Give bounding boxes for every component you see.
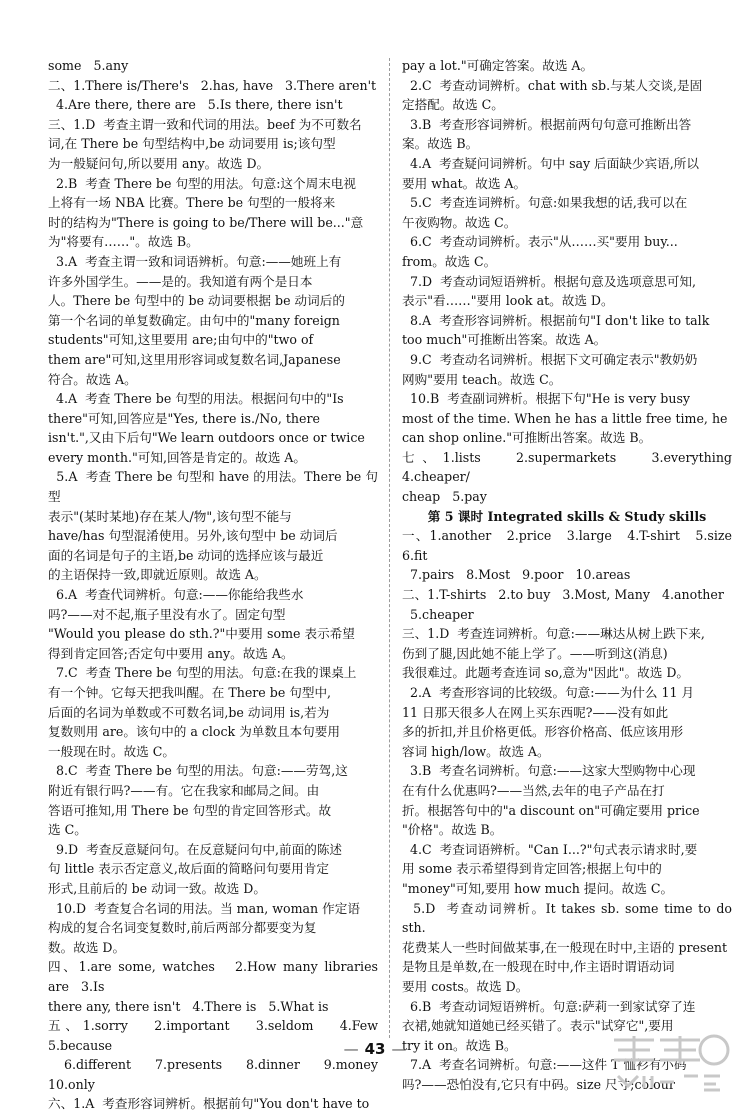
answer-line: 的主语保持一致,即就近原则。故选 A。 bbox=[48, 567, 267, 583]
answer-line: 得到肯定回答;否定句中要用 any。故选 A。 bbox=[48, 645, 294, 661]
answer-line: 三、1.D 考查主谓一致和代词的用法。beef 为不可数名 bbox=[48, 116, 362, 132]
answer-line: them are"可知,这里用形容词或复数名词,Japanese bbox=[48, 351, 341, 367]
answer-line: 5.A 考查 There be 句型和 have 的用法。There be 句型 bbox=[48, 469, 378, 505]
answer-line: 四、1.are some, watches 2.How many libraries are 3.Is bbox=[48, 959, 383, 994]
answer-line: 3.B 考查形容词辨析。根据前两句句意可推断出答 bbox=[402, 116, 692, 132]
answer-line: 人。There be 句型中的 be 动词要根据 be 动词后的 bbox=[48, 293, 345, 309]
answer-line: 衣裙,她就知道她已经买错了。表示"试穿它",要用 bbox=[402, 1018, 674, 1034]
answer-line: 8.A 考查形容词辨析。根据前句"I don't like to talk bbox=[402, 312, 710, 328]
answer-line: 花费某人一些时间做某事,在一般现在时中,主语的 present bbox=[402, 939, 728, 955]
answer-line: 要用 costs。故选 D。 bbox=[402, 978, 529, 994]
answer-line: 有一个钟。它每天把我叫醒。在 There be 句型中, bbox=[48, 685, 332, 700]
answer-line: from。故选 C。 bbox=[402, 253, 497, 269]
answer-line: 10.B 考查副词辨析。根据下句"He is very busy bbox=[402, 391, 691, 407]
answer-line: 三、1.D 考查连词辨析。句意:——琳达从树上跌下来, bbox=[402, 626, 705, 642]
column-divider bbox=[389, 58, 390, 1038]
answer-line: 句 little 表示否定意义,故后面的简略问句要用肯定 bbox=[48, 861, 329, 877]
answer-line: 复数则用 are。该句中的 a clock 为单数且本句要用 bbox=[48, 724, 340, 740]
answer-line: 要用 what。故选 A。 bbox=[402, 175, 527, 191]
answer-line: 2.B 考查 There be 句型的用法。句意:这个周末电视 bbox=[48, 175, 356, 191]
answer-line: 7.pairs 8.Most 9.poor 10.areas bbox=[402, 567, 631, 583]
answer-line: 案。故选 B。 bbox=[402, 136, 479, 152]
answer-line: 构成的复合名词变复数时,前后两部分都要变为复 bbox=[48, 920, 317, 936]
answer-line: too much"可推断出答案。故选 A。 bbox=[402, 332, 607, 348]
answer-line: 5.D 考查动词辨析。It takes sb. some time to do sth. bbox=[402, 900, 737, 936]
answer-line: 折。根据答句中的"a discount on"可确定要用 price bbox=[402, 802, 700, 818]
answer-line: 5.cheaper bbox=[402, 606, 474, 622]
answer-line: have/has 句型混淆使用。另外,该句型中 be 动词后 bbox=[48, 528, 338, 544]
answer-line: can shop online."可推断出答案。故选 B。 bbox=[402, 430, 652, 446]
answer-line: 我很难过。此题考查连词 so,意为"因此"。故选 D。 bbox=[402, 665, 690, 681]
answer-line: pay a lot."可确定答案。故选 A。 bbox=[402, 58, 594, 73]
answer-line: 许多外国学生。——是的。我知道有两个是日本 bbox=[48, 273, 313, 289]
answer-line: 10.D 考查复合名词的用法。当 man, woman 作定语 bbox=[48, 900, 360, 916]
answer-line: 附近有银行吗?——有。它在我家和邮局之间。由 bbox=[48, 782, 320, 798]
right-column bbox=[402, 56, 745, 1094]
answer-line: 6.B 考查动词短语辨析。句意:萨莉一到家试穿了连 bbox=[402, 998, 696, 1014]
answer-line: "money"可知,要用 how much 提问。故选 C。 bbox=[402, 880, 674, 896]
answer-line: 网购"要用 teach。故选 C。 bbox=[402, 371, 562, 387]
answer-line: 3.A 考查主谓一致和词语辨析。句意:——她班上有 bbox=[48, 253, 342, 269]
watermark-logo-graphic bbox=[604, 1028, 744, 1094]
answer-line: cheap 5.pay bbox=[402, 489, 487, 505]
answer-line: 6.A 考查代词辨析。句意:——你能给我些水 bbox=[48, 587, 304, 603]
answer-line: 7.C 考查 There be 句型的用法。句意:在我的课桌上 bbox=[48, 665, 357, 681]
answer-line: 多的折扣,并且价格更低。形容价格高、低应该用形 bbox=[402, 724, 684, 740]
answer-line: students"可知,这里要用 are;由句中的"two of bbox=[48, 332, 314, 348]
answer-line: "Would you please do sth.?"中要用 some 表示希望 bbox=[48, 626, 355, 642]
answer-line: some 5.any bbox=[48, 58, 129, 73]
answer-line: 7.A 考查名词辨析。句意:——这件 T 恤衫有小码 bbox=[402, 1057, 687, 1073]
answer-line: 第一个名词的单复数确定。由句中的"many foreign bbox=[48, 312, 340, 328]
answer-line: 二、1.There is/There's 2.has, have 3.There aren't bbox=[48, 77, 377, 93]
answer-line: 后面的名词为单数或不可数名词,be 动词用 is,若为 bbox=[48, 704, 330, 720]
answer-line: 9.C 考查动名词辨析。根据下文可确定表示"教奶奶 bbox=[402, 351, 698, 367]
answer-line: 五、1.sorry 2.important 3.seldom 4.Few 5.because bbox=[48, 1018, 391, 1053]
page-number: — 43 — bbox=[343, 1040, 407, 1058]
answer-line: 符合。故选 A。 bbox=[48, 371, 137, 387]
answer-line: 为"将要有……"。故选 B。 bbox=[48, 234, 199, 250]
answer-line: 是物且是单数,在一般现在时中,作主语时谓语动词 bbox=[402, 959, 675, 975]
answer-line: 4.Are there, there are 5.Is there, there isn't bbox=[48, 97, 343, 113]
page-number-value: 43 bbox=[364, 1040, 386, 1058]
answer-line: 表示"(某时某地)存在某人/物",该句型不能与 bbox=[48, 508, 292, 524]
answer-line: try it on。故选 B。 bbox=[402, 1037, 517, 1053]
answer-line: 六、1.A 考查形容词辨析。根据前句"You don't have to bbox=[48, 1096, 370, 1112]
answer-line: 定搭配。故选 C。 bbox=[402, 97, 504, 113]
answer-line: 午夜购物。故选 C。 bbox=[402, 214, 517, 230]
answer-line: isn't.",又由下后句"We learn outdoors once or twice bbox=[48, 430, 365, 446]
answer-line: 时的结构为"There is going to be/There will be..."意 bbox=[48, 214, 364, 230]
answer-line: there"可知,回答应是"Yes, there is./No, there bbox=[48, 410, 320, 426]
answer-line: 吗?——恐怕没有,它只有中码。size 尺寸;colour bbox=[402, 1076, 675, 1092]
answer-line: 7.D 考查动词短语辨析。根据句意及选项意思可知, bbox=[402, 273, 697, 289]
answer-line: 面的名词是句子的主语,be 动词的选择应该与最近 bbox=[48, 547, 324, 563]
lesson-title: 第 5 课时 Integrated skills & Study skills bbox=[427, 508, 707, 524]
answer-line: every month."可知,回答是肯定的。故选 A。 bbox=[48, 449, 306, 465]
answer-line: 11 日那天很多人在网上买东西呢?——没有如此 bbox=[402, 704, 669, 720]
answer-line: 5.C 考查连词辨析。句意:如果我想的话,我可以在 bbox=[402, 195, 688, 211]
answer-line: 上将有一场 NBA 比赛。There be 句型的一般将来 bbox=[48, 195, 336, 211]
answer-line: 答语可推知,用 There be 句型的肯定回答形式。故 bbox=[48, 802, 332, 818]
answer-line: 4.A 考查 There be 句型的用法。根据问句中的"Is bbox=[48, 391, 344, 407]
left-column bbox=[48, 56, 391, 1114]
answer-line: 3.B 考查名词辨析。句意:——这家大型购物中心现 bbox=[402, 763, 696, 779]
watermark-logo-icon bbox=[604, 1028, 744, 1094]
answer-line: 七、1.lists 2.supermarkets 3.everything 4.cheaper/ bbox=[402, 449, 745, 485]
answer-line: 二、1.T-shirts 2.to buy 3.Most, Many 4.another bbox=[402, 587, 724, 603]
answer-line: 6.C 考查动词辨析。表示"从……买"要用 buy... bbox=[402, 234, 678, 250]
answer-line: "价格"。故选 B。 bbox=[402, 822, 503, 838]
answer-line: 数。故选 D。 bbox=[48, 939, 126, 955]
answer-line: 词,在 There be 句型结构中,be 动词要用 is;该句型 bbox=[48, 136, 336, 152]
answer-line: 容词 high/low。故选 A。 bbox=[402, 743, 550, 759]
answer-line: 形式,且前后的 be 动词一致。故选 D。 bbox=[48, 880, 266, 896]
answer-line: 2.C 考查动词辨析。chat with sb.与某人交谈,是固 bbox=[402, 77, 703, 93]
answer-line: 吗?——对不起,瓶子里没有水了。固定句型 bbox=[48, 606, 286, 622]
answer-line: 4.A 考查疑问词辨析。句中 say 后面缺少宾语,所以 bbox=[402, 155, 699, 171]
answer-line: 伤到了腿,因此她不能上学了。——听到这(消息) bbox=[402, 645, 668, 661]
answer-line: 为一般疑问句,所以要用 any。故选 D。 bbox=[48, 155, 270, 171]
answer-line: 一般现在时。故选 C。 bbox=[48, 743, 175, 759]
answer-line: 2.A 考查形容词的比较级。句意:——为什么 11 月 bbox=[402, 685, 695, 700]
answer-line: there any, there isn't 4.There is 5.What is bbox=[48, 998, 329, 1014]
answer-line: 8.C 考查 There be 句型的用法。句意:——劳驾,这 bbox=[48, 763, 348, 779]
answer-line: most of the time. When he has a little free time, he bbox=[402, 410, 728, 426]
answer-line: 6.different 7.presents 8.dinner 9.money 10.only bbox=[48, 1057, 390, 1092]
answer-line: 选 C。 bbox=[48, 822, 87, 838]
answer-line: 一、1.another 2.price 3.large 4.T-shirt 5.size 6.fit bbox=[402, 528, 745, 563]
answer-line: 用 some 表示希望得到肯定回答;根据上句中的 bbox=[402, 861, 662, 877]
answer-line: 9.D 考查反意疑问句。在反意疑问句中,前面的陈述 bbox=[48, 841, 343, 857]
answer-line: 在有什么优惠吗?——当然,去年的电子产品在打 bbox=[402, 782, 665, 798]
answer-line: 表示"看……"要用 look at。故选 D。 bbox=[402, 293, 614, 309]
answer-line: 4.C 考查词语辨析。"Can I...?"句式表示请求时,要 bbox=[402, 841, 698, 857]
